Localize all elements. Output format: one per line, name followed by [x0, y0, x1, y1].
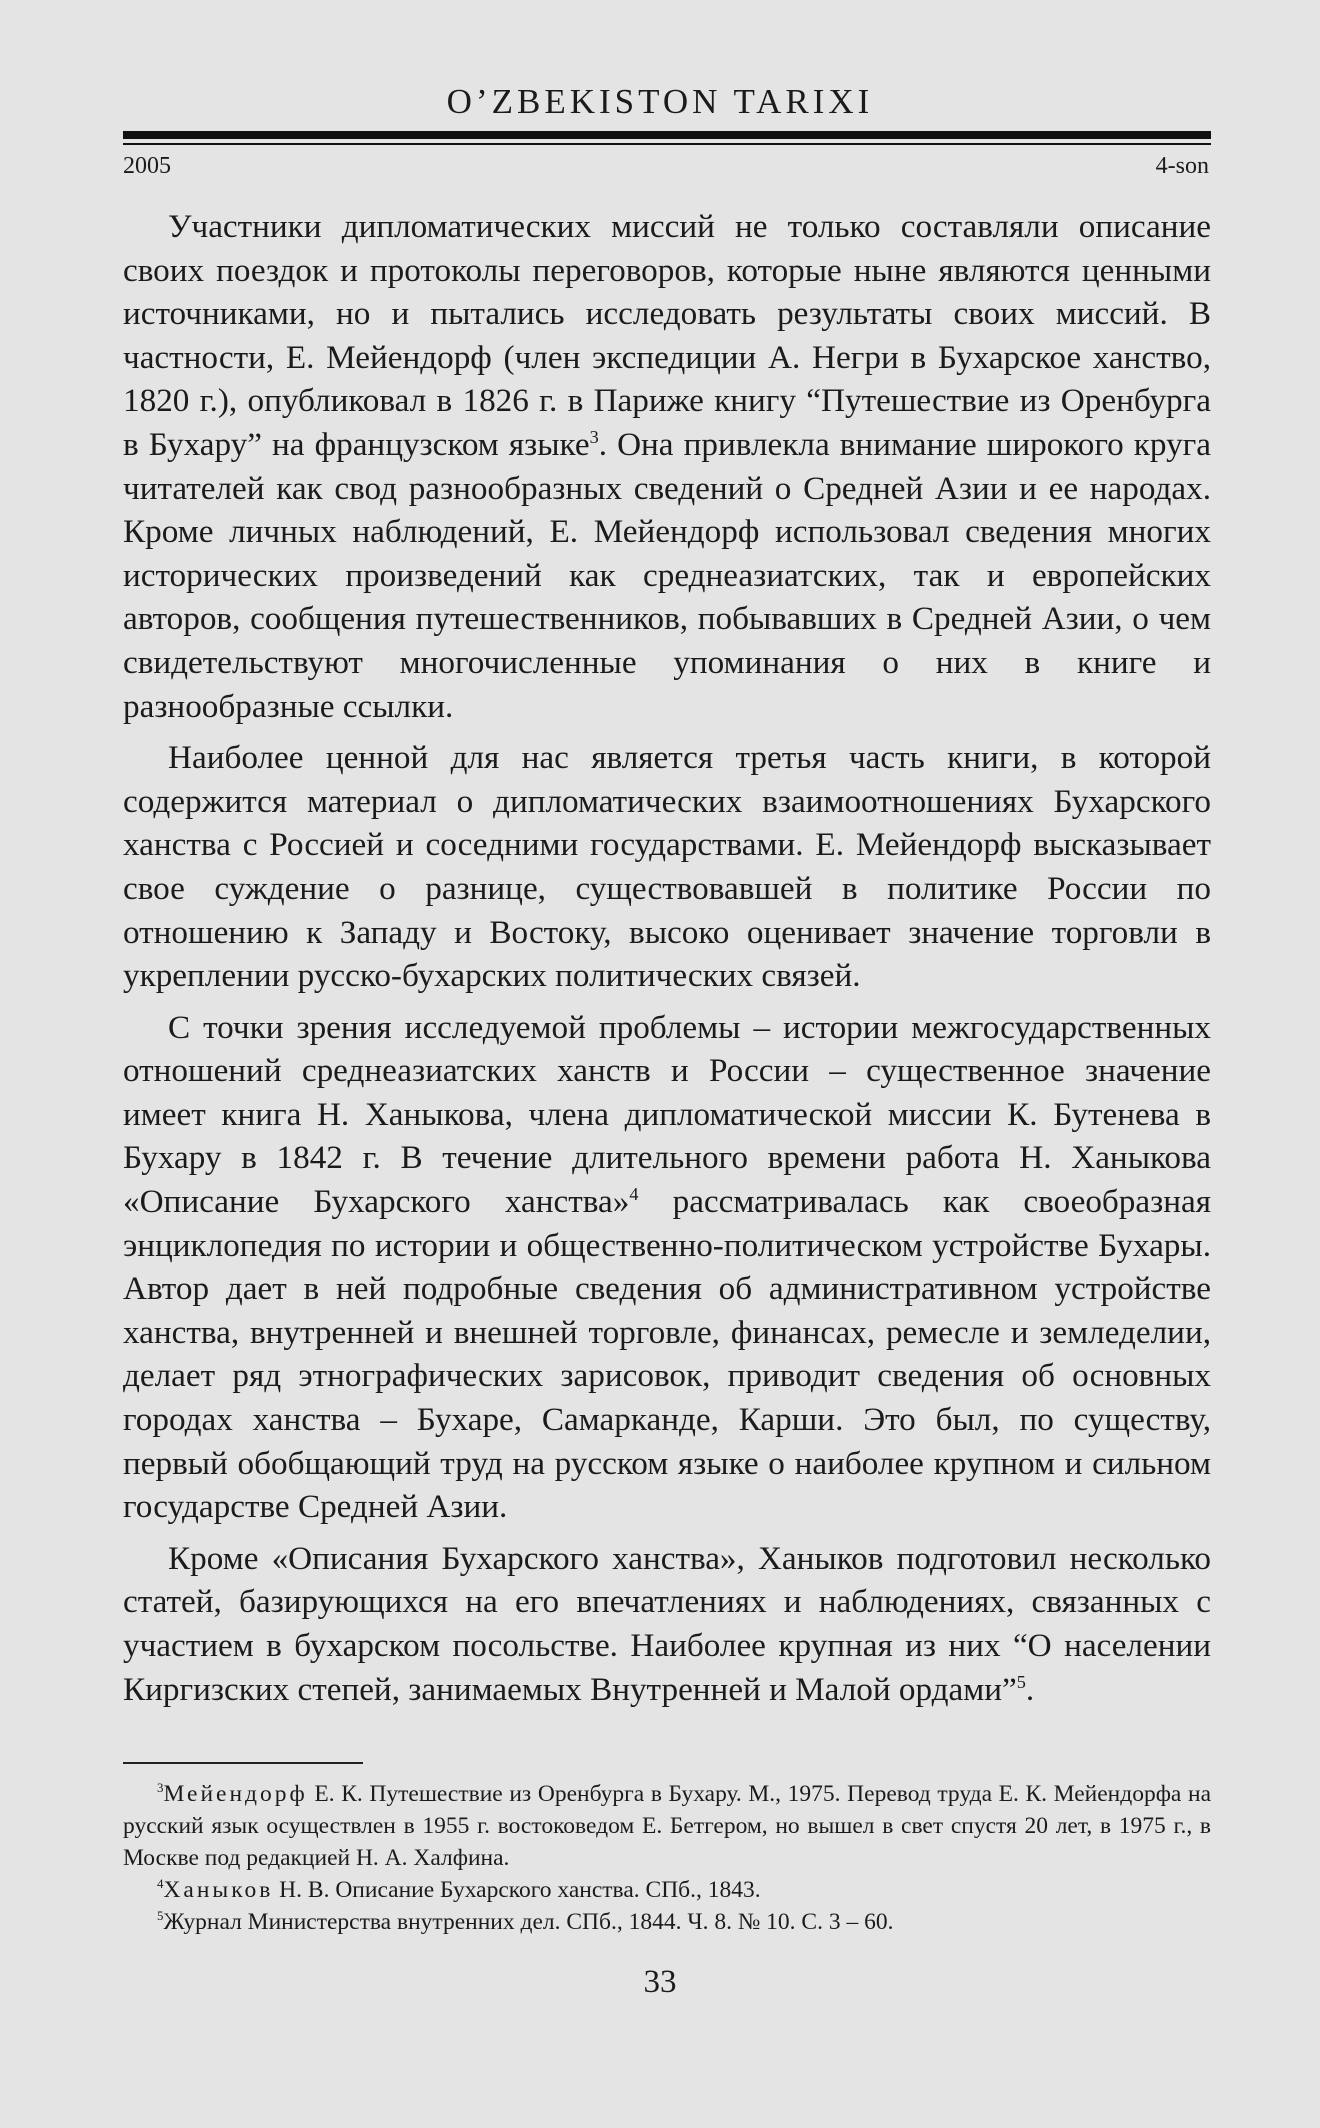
footnote-5 [123, 1906, 1211, 1938]
paragraph-text: . Она привлекла внимание широкого круга читателей как свод разнообразных сведений о Средней Азии и ее народах. Кроме личных наблюдений, Е. Мейендорф использовал сведения многих исторических произведений как среднеазиатских, так и европейских авторов, сообщения путешественников, побывавших в Средней Азии, о чем свидетельствуют многочисленные упоминания о них в книге и разнообразные ссылки. [123, 425, 1212, 725]
footnote-text: Н. В. Описание Бухарского ханства. СПб., 1843. [273, 1877, 761, 1903]
paragraph-articles [123, 1537, 1211, 1711]
issue-year: 2005 [123, 153, 171, 179]
paragraph-text: С точки зрения исследуемой проблемы – истории межгосударственных отношений среднеазиатских ханств и России – существенное значение имеет книга Н. Ханыкова, члена дипломатической миссии К. Бутенева в Бухару в 1842 г. В течение длительного времени работа Н. Ханыкова «Описание Бухарского ханства» [123, 1008, 1211, 1221]
footnote-ref-5: 5 [1016, 1671, 1026, 1692]
footnote-ref-3: 3 [589, 426, 599, 447]
paragraph-text: Кроме «Описания Бухарского ханства», Ханыков подготовил несколько статей, базирующихся на его впечатлениях и наблюдениях, связанных с участием в бухарском посольстве. Наиболее крупная из них “О населении Киргизских степей, занимаемых Внутренней и Малой ордами” [123, 1539, 1211, 1708]
paragraph-text: Наиболее ценной для нас является третья часть книги, в которой содержится материал о дипломатических взаимоотношениях Бухарского ханства с Россией и соседними государствами. Е. Мейендорф высказывает свое суждение о разнице, существовавшей в политике России по отношению к Западу и Востоку, высоко оценивает значение торговли в укреплении русско-бухарских политических связей. [123, 739, 1211, 995]
paragraph-third-part [123, 736, 1211, 998]
footnote-separator [123, 1762, 363, 1764]
paragraph-text: Участники дипломатических миссий не только составляли описание своих поездок и протоколы переговоров, которые ныне являются ценными источниками, но и пытались исследовать результаты своих миссий. В частности, Е. Мейендорф (член экспедиции А. Негри в Бухарское ханство, 1820 г.), опубликовал в 1826 г. в Париже книгу “Путешествие из Оренбурга в Бухару” на французском языке [123, 208, 1211, 463]
footnote-author: Мейендорф [163, 1781, 308, 1807]
footnote-author: Ханыков [163, 1877, 274, 1903]
issue-number: 4-son [1155, 153, 1209, 179]
header-rule-thin [123, 143, 1211, 145]
journal-title: O’ZBEKISTON TARIXI [446, 82, 874, 121]
footnote-number: 3 [157, 1780, 164, 1796]
footnote-text: Журнал Министерства внутренних дел. СПб., 1844. Ч. 8. № 10. С. 3 – 60. [163, 1909, 894, 1935]
footnote-text: Е. К. Путешествие из Оренбурга в Бухару. М., 1975. Перевод труда Е. К. Мейендорфа на русский язык осуществлен в 1955 г. востоковедом Е. Бетгером, но вышел в свет спустя 20 лет, в 1975 г., в Москве под редакцией Н. А. Халфина. [123, 1781, 1211, 1871]
header-rule-thick [123, 131, 1211, 139]
paragraph-meyendorf [123, 205, 1211, 728]
footnote-number: 5 [157, 1908, 164, 1924]
footnote-3 [123, 1778, 1211, 1874]
paragraph-khanykov [123, 1006, 1211, 1529]
footnote-4 [123, 1874, 1211, 1906]
page-number: 33 [643, 1964, 677, 2000]
footnote-ref-4: 4 [629, 1184, 639, 1204]
article-body [123, 205, 1211, 1719]
footnotes [123, 1778, 1211, 1938]
footnote-number: 4 [157, 1876, 164, 1892]
paragraph-text: . [1025, 1670, 1035, 1708]
paragraph-text: рассматривалась как своеобразная энциклопедия по истории и общественно-политическом устройстве Бухары. Автор дает в ней подробные сведения об административном устройстве ханства, внутренней и внешней торговле, финансах, ремесле и земледелии, делает ряд этнографических зарисовок, приводит сведения об основных городах ханства – Бухаре, Самарканде, Карши. Это был, по существу, первый обобщающий труд на русском языке о наиболее крупном и сильном государстве Средней Азии. [123, 1183, 1211, 1526]
